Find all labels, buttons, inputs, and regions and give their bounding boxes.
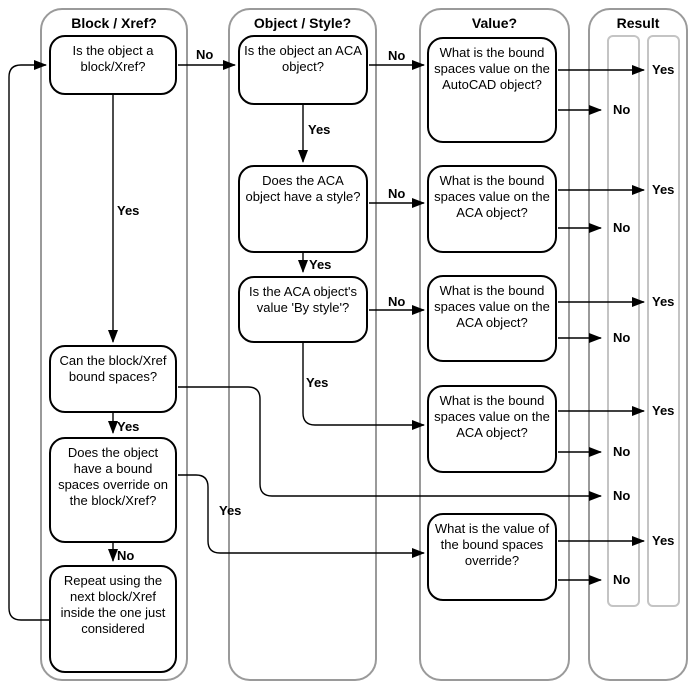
- lane-object-style: [228, 8, 377, 681]
- node-value-aca-2: [427, 275, 557, 362]
- node-value-aca-3: [427, 385, 557, 473]
- edge-label-b2-yes: Yes: [117, 419, 140, 434]
- edge-label-b3-yes: Yes: [219, 503, 242, 518]
- node-text: Repeat using the next block/Xref inside the one just considered: [60, 573, 166, 636]
- lane-title-object-style: Object / Style?: [253, 15, 352, 31]
- node-text: Is the object a block/Xref?: [72, 43, 154, 74]
- node-can-bind-spaces: [49, 345, 177, 413]
- result-label: Yes: [652, 294, 675, 309]
- result-label: No: [613, 330, 631, 345]
- result-yes-column: [647, 35, 680, 607]
- edge-label-b1-yes: Yes: [117, 203, 140, 218]
- edge-label-c1-no: No: [388, 48, 406, 63]
- node-text: What is the bound spaces value on the ACA object?: [434, 393, 550, 440]
- node-text: What is the value of the bound spaces override?: [434, 521, 550, 568]
- edge-label-c2-no: No: [388, 186, 406, 201]
- result-label: No: [613, 102, 631, 117]
- result-label: Yes: [652, 533, 675, 548]
- node-has-style: [238, 165, 368, 253]
- node-text: Does the ACA object have a style?: [245, 173, 361, 204]
- result-label: No: [613, 488, 631, 503]
- lane-title-block-xref: Block / Xref?: [71, 15, 157, 31]
- node-has-override: [49, 437, 177, 543]
- result-label: No: [613, 572, 631, 587]
- node-text: Does the object have a bound spaces override on the block/Xref?: [58, 445, 168, 508]
- result-label: Yes: [652, 182, 675, 197]
- edge-label-b1-no: No: [196, 47, 214, 62]
- node-value-aca-1: [427, 165, 557, 253]
- node-text: What is the bound spaces value on the ACA object?: [434, 283, 550, 330]
- node-text: Is the object an ACA object?: [244, 43, 362, 74]
- node-value-autocad: [427, 37, 557, 143]
- result-label: Yes: [652, 403, 675, 418]
- edge-label-c2-yes: Yes: [309, 257, 332, 272]
- lane-title-value: Value?: [471, 15, 518, 31]
- node-repeat-next: [49, 565, 177, 673]
- node-is-block-xref: [49, 35, 177, 95]
- node-is-by-style: [238, 276, 368, 343]
- result-no-column: [607, 35, 640, 607]
- lane-title-result: Result: [616, 15, 660, 31]
- node-text: Can the block/Xref bound spaces?: [59, 353, 167, 384]
- node-text: What is the bound spaces value on the ACA object?: [434, 173, 550, 220]
- result-label: No: [613, 220, 631, 235]
- result-label: No: [613, 444, 631, 459]
- node-text: What is the bound spaces value on the AutoCAD object?: [434, 45, 550, 92]
- result-label: Yes: [652, 62, 675, 77]
- node-is-aca-object: [238, 35, 368, 105]
- edge-label-c1-yes: Yes: [308, 122, 331, 137]
- node-text: Is the ACA object's value 'By style'?: [249, 284, 357, 315]
- edge-label-c3-no: No: [388, 294, 406, 309]
- node-value-override: [427, 513, 557, 601]
- edge-label-c3-yes: Yes: [306, 375, 329, 390]
- edge-label-b3-no: No: [117, 548, 135, 563]
